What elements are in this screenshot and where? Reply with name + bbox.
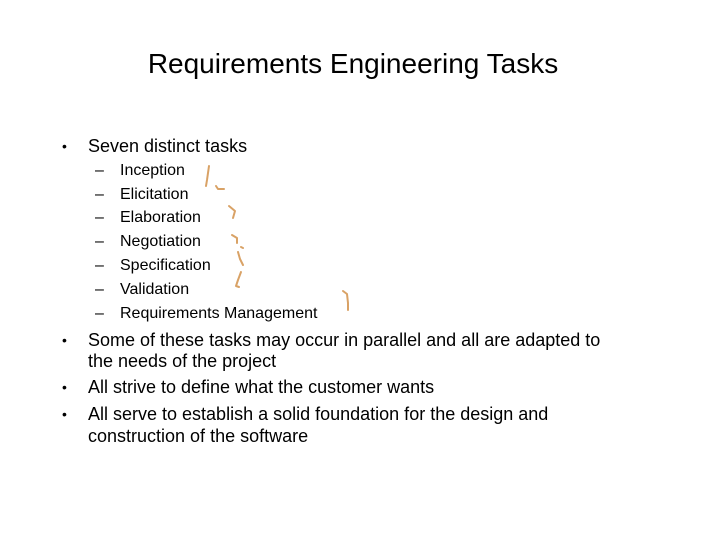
sub-bullet-marker: – (95, 186, 104, 203)
bullet-text: construction of the software (88, 426, 309, 446)
annotation-mark (238, 252, 243, 265)
bullet-text: All strive to define what the customer wants (88, 377, 435, 397)
sub-bullet-marker: – (95, 209, 104, 226)
sub-bullet-marker: – (95, 233, 104, 250)
sub-bullet-text: Negotiation (120, 233, 201, 250)
annotation-mark (343, 291, 348, 310)
sub-bullet-text: Elaboration (120, 209, 201, 226)
sub-bullet-marker: – (95, 257, 104, 274)
annotation-mark (232, 235, 243, 248)
sub-bullet-text: Inception (120, 162, 185, 179)
bullet-marker: • (62, 332, 67, 348)
annotation-mark (236, 272, 241, 287)
bullet-marker: • (62, 379, 67, 395)
sub-bullet-marker: – (95, 281, 104, 298)
sub-bullet-marker: – (95, 162, 104, 179)
sub-bullet-marker: – (95, 305, 104, 322)
bullet-text: the needs of the project (88, 351, 277, 371)
sub-bullet-text: Validation (120, 281, 190, 298)
sub-bullet-text: Requirements Management (120, 305, 318, 322)
sub-bullet-text: Specification (120, 257, 211, 274)
sub-bullet-text: Elicitation (120, 186, 189, 203)
bullet-text: Seven distinct tasks (88, 136, 248, 156)
bullet-text: All serve to establish a solid foundation for the design and (88, 404, 549, 424)
annotation-mark (216, 186, 224, 189)
annotation-mark (206, 166, 209, 186)
bullet-text: Some of these tasks may occur in parallel and all are adapted to (88, 330, 601, 350)
bullet-marker: • (62, 406, 67, 422)
slide-title: Requirements Engineering Tasks (147, 48, 559, 79)
annotation-mark (229, 206, 235, 218)
bullet-marker: • (62, 138, 67, 154)
